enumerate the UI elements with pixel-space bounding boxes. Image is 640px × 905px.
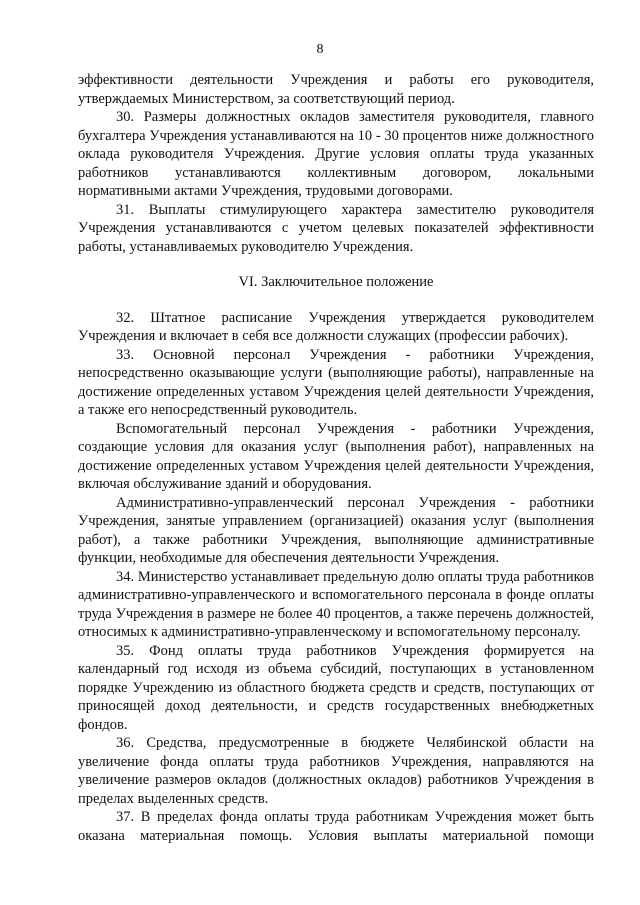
paragraph-30: 30. Размеры должностных окладов заместителя руководителя, главного бухгалтера Учреждения устанавливаются на 10 - 30 процентов ниже должностного оклада руководителя Учреждения. Другие условия оплаты труда указанных работников устанавливаются коллективным договором, локальными нормативными актами Учреждения, трудовыми договорами.: [78, 109, 594, 199]
page-number: 8: [316, 42, 324, 57]
paragraph-31: 31. Выплаты стимулирующего характера заместителю руководителя Учреждения устанавливаются с учетом целевых показателей эффективности работы, устанавливаемых руководителю Учреждения.: [78, 201, 594, 255]
document-body: [78, 71, 594, 845]
paragraph-continuation: эффективности деятельности Учреждения и работы его руководителя, утверждаемых Министерством, за соответствующий период.: [78, 72, 594, 107]
paragraph-33: 33. Основной персонал Учреждения - работники Учреждения, непосредственно оказывающие услуги (выполняющие работы), направленные на достижение определенных уставом Учреждения целей деятельности Учреждения, а также его непосредственный руководитель.: [78, 346, 594, 418]
paragraph-33-admin-staff: Административно-управленческий персонал Учреждения - работники Учреждения, занятые управлением (организацией) оказания услуг (выполнения работ), а также работники Учреждения, выполняющие административные функции, необходимые для обеспечения деятельности Учреждения.: [78, 494, 594, 566]
paragraph-37: 37. В пределах фонда оплаты труда работникам Учреждения может быть оказана материальная помощь. Условия выплаты материальной помощи: [78, 809, 594, 844]
paragraph-32: 32. Штатное расписание Учреждения утверждается руководителем Учреждения и включает в себя все должности служащих (профессии рабочих).: [78, 309, 594, 344]
paragraph-35: 35. Фонд оплаты труда работников Учреждения формируется на календарный год исходя из объема субсидий, поступающих в установленном порядке Учреждению из областного бюджета средств и средств, поступающих от приносящей доход деятельности, и средств государственных внебюджетных фондов.: [78, 642, 594, 733]
paragraph-33-auxiliary-staff: Вспомогательный персонал Учреждения - работники Учреждения, создающие условия для оказания услуг (выполнения работ), направленных на достижение определенных уставом Учреждения целей деятельности Учреждения, включая обслуживание зданий и оборудования.: [78, 420, 594, 492]
paragraph-34: 34. Министерство устанавливает предельную долю оплаты труда работников административно-управленческого и вспомогательного персонала в фонде оплаты труда Учреждения в размере не более 40 процентов, а также перечень должностей, относимых к административно-управленческому и вспомогательному персоналу.: [78, 568, 594, 640]
section-heading: VI. Заключительное положение: [238, 274, 434, 290]
paragraph-36: 36. Средства, предусмотренные в бюджете Челябинской области на увеличение фонда оплаты труда работников Учреждения, направляются на увеличение размеров окладов (должностных окладов) работников Учреждения в пределах выделенных средств.: [78, 735, 594, 807]
